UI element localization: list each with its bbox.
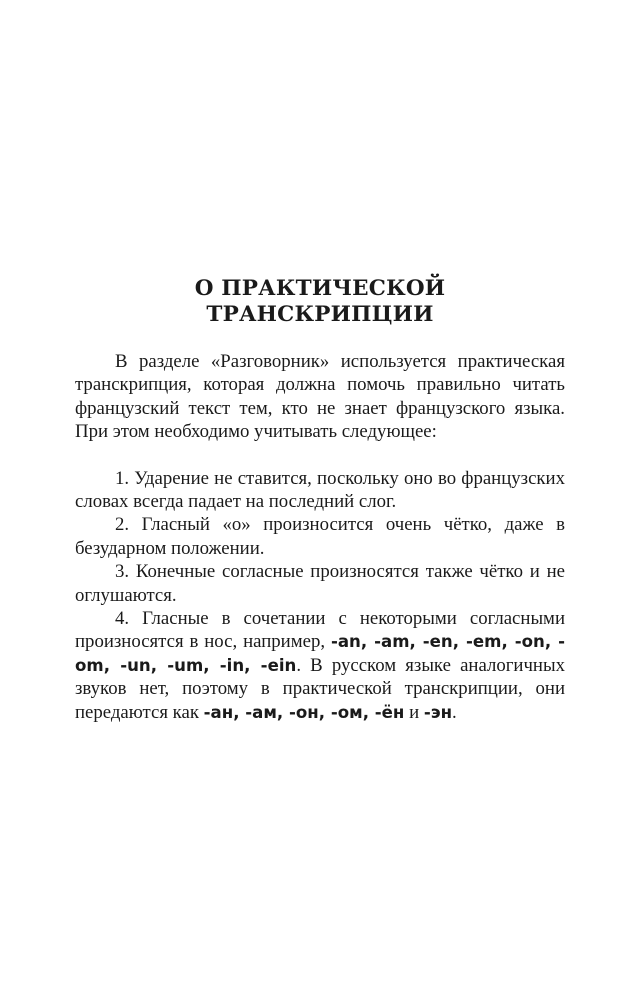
rule-item-4-middle: . В русском языке аналогичных звуков нет, поэтому в практической транскрипции, они передаются как xyxy=(75,654,565,723)
french-nasal-examples: -an, -am, -en, -em, -on, -om, -un, -um, -in, -ein xyxy=(75,632,565,675)
rule-item-4-lead: 4. Гласные в сочетании с некоторыми согласными произносятся в нос, например, xyxy=(75,608,565,653)
russian-transcription-examples: -ан, -ам, -он, -ом, -ён xyxy=(203,702,405,722)
rule-item-2: 2. Гласный «о» произносится очень чётко, даже в безударном положении. xyxy=(75,514,565,559)
rule-item-1: 1. Ударение не ставится, поскольку оно во французских словах всегда падает на последний слог. xyxy=(75,467,565,513)
rule-item-4-end: . xyxy=(452,701,457,723)
body-text xyxy=(75,350,565,724)
russian-transcription-last: -эн xyxy=(423,702,453,722)
paragraph-gap xyxy=(75,444,565,467)
title-line-1: О ПРАКТИЧЕСКОЙ xyxy=(194,276,446,301)
rule-item-3: 3. Конечные согласные произносятся также чётко и не оглушаются. xyxy=(75,561,565,606)
rule-item-4-and: и xyxy=(404,701,424,723)
intro-paragraph: В разделе «Разговорник» используется практическая транскрипция, которая должна помочь правильно читать французский текст тем, кто не знает французского языка. При этом необходимо учитывать следующее: xyxy=(75,351,565,443)
page-title xyxy=(0,276,640,328)
title-line-2: ТРАНСКРИПЦИИ xyxy=(206,302,434,327)
rule-item-4 xyxy=(75,607,565,724)
